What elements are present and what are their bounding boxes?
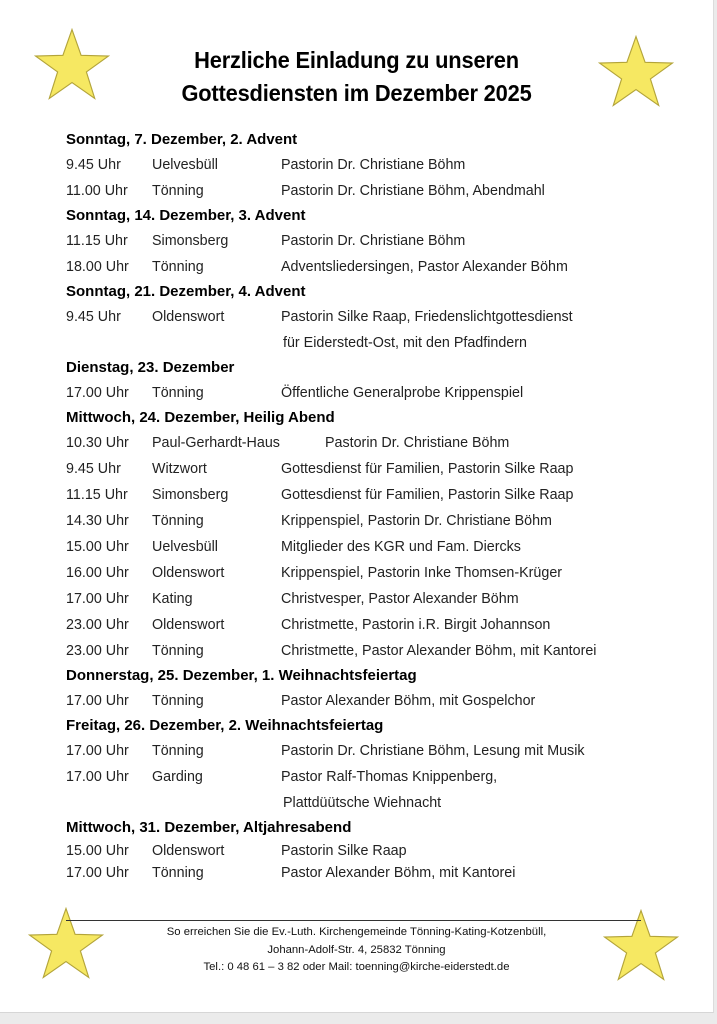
page-title bbox=[0, 44, 713, 110]
service-description-continued: Plattdüütsche Wiehnacht bbox=[283, 795, 442, 811]
service-description: Pastorin Dr. Christiane Böhm bbox=[281, 233, 466, 249]
service-place: Tönning bbox=[152, 865, 204, 881]
service-description: Pastorin Dr. Christiane Böhm, Abendmahl bbox=[281, 183, 545, 199]
service-description: Mitglieder des KGR und Fam. Diercks bbox=[281, 539, 521, 555]
service-row bbox=[66, 688, 666, 714]
service-row bbox=[66, 456, 666, 482]
day-heading: Mittwoch, 31. Dezember, Altjahresabend bbox=[66, 819, 352, 836]
day-heading: Sonntag, 21. Dezember, 4. Advent bbox=[66, 283, 306, 300]
service-place: Witzwort bbox=[152, 461, 207, 477]
service-description: Christvesper, Pastor Alexander Böhm bbox=[281, 591, 519, 607]
service-place: Tönning bbox=[152, 513, 204, 529]
service-place: Tönning bbox=[152, 259, 204, 275]
service-description: Adventsliedersingen, Pastor Alexander Böhm bbox=[281, 259, 568, 275]
service-place: Oldenswort bbox=[152, 843, 225, 859]
service-place: Simonsberg bbox=[152, 487, 229, 503]
service-row-continuation bbox=[66, 330, 666, 356]
service-row bbox=[66, 304, 666, 330]
day-heading: Freitag, 26. Dezember, 2. Weihnachtsfeiertag bbox=[66, 717, 384, 734]
service-description: Öffentliche Generalprobe Krippenspiel bbox=[281, 385, 524, 401]
title-line-2: Gottesdiensten im Dezember 2025 bbox=[181, 80, 532, 106]
service-row-continuation bbox=[66, 790, 666, 816]
service-description: Pastorin Silke Raap, Friedenslichtgottesdienst bbox=[281, 309, 573, 325]
service-time: 14.30 Uhr bbox=[66, 513, 129, 529]
service-time: 15.00 Uhr bbox=[66, 843, 129, 859]
service-place: Oldenswort bbox=[152, 617, 225, 633]
contact-footer bbox=[0, 924, 713, 977]
service-description: Pastor Ralf-Thomas Knippenberg, bbox=[281, 769, 498, 785]
service-row bbox=[66, 534, 666, 560]
service-row bbox=[66, 560, 666, 586]
service-place: Paul-Gerhardt-Haus bbox=[152, 435, 280, 451]
service-place: Uelvesbüll bbox=[152, 157, 218, 173]
service-description: Christmette, Pastor Alexander Böhm, mit Kantorei bbox=[281, 643, 597, 659]
service-time: 18.00 Uhr bbox=[66, 259, 129, 275]
service-description: Pastorin Silke Raap bbox=[281, 843, 407, 859]
service-row bbox=[66, 862, 666, 884]
service-time: 17.00 Uhr bbox=[66, 385, 129, 401]
service-description: Christmette, Pastorin i.R. Birgit Johannson bbox=[281, 617, 551, 633]
service-place: Tönning bbox=[152, 643, 204, 659]
footer-line-1: So erreichen Sie die Ev.-Luth. Kirchengemeinde Tönning-Kating-Kotzenbüll, bbox=[166, 926, 547, 938]
service-place: Garding bbox=[152, 769, 203, 785]
service-place: Oldenswort bbox=[152, 309, 225, 325]
service-row bbox=[66, 482, 666, 508]
service-time: 16.00 Uhr bbox=[66, 565, 129, 581]
service-row bbox=[66, 586, 666, 612]
service-description: Pastorin Dr. Christiane Böhm bbox=[325, 435, 510, 451]
service-time: 9.45 Uhr bbox=[66, 157, 121, 173]
service-row bbox=[66, 638, 666, 664]
service-place: Tönning bbox=[152, 385, 204, 401]
service-time: 9.45 Uhr bbox=[66, 461, 121, 477]
service-description: Pastorin Dr. Christiane Böhm bbox=[281, 157, 466, 173]
service-description: Pastor Alexander Böhm, mit Kantorei bbox=[281, 865, 516, 881]
service-row bbox=[66, 612, 666, 638]
service-place: Simonsberg bbox=[152, 233, 229, 249]
service-place: Tönning bbox=[152, 743, 204, 759]
service-description: Pastor Alexander Böhm, mit Gospelchor bbox=[281, 693, 536, 709]
day-heading: Dienstag, 23. Dezember bbox=[66, 359, 235, 376]
service-row bbox=[66, 228, 666, 254]
service-time: 9.45 Uhr bbox=[66, 309, 121, 325]
service-row bbox=[66, 764, 666, 790]
service-time: 17.00 Uhr bbox=[66, 693, 129, 709]
footer-line-3: Tel.: 0 48 61 – 3 82 oder Mail: toenning@kirche-eiderstedt.de bbox=[203, 961, 510, 973]
service-time: 17.00 Uhr bbox=[66, 591, 129, 607]
service-description: Gottesdienst für Familien, Pastorin Silke Raap bbox=[281, 487, 574, 503]
service-place: Uelvesbüll bbox=[152, 539, 218, 555]
service-time: 23.00 Uhr bbox=[66, 617, 129, 633]
service-time: 17.00 Uhr bbox=[66, 769, 129, 785]
service-time: 10.30 Uhr bbox=[66, 435, 129, 451]
day-heading: Donnerstag, 25. Dezember, 1. Weihnachtsfeiertag bbox=[66, 667, 417, 684]
service-time: 11.15 Uhr bbox=[66, 487, 128, 503]
service-time: 11.15 Uhr bbox=[66, 233, 128, 249]
service-description: Pastorin Dr. Christiane Böhm, Lesung mit Musik bbox=[281, 743, 585, 759]
footer-line-2: Johann-Adolf-Str. 4, 25832 Tönning bbox=[267, 943, 446, 956]
service-time: 23.00 Uhr bbox=[66, 643, 129, 659]
service-time: 11.00 Uhr bbox=[66, 183, 128, 199]
service-row bbox=[66, 840, 666, 862]
service-time: 17.00 Uhr bbox=[66, 743, 129, 759]
service-time: 17.00 Uhr bbox=[66, 865, 129, 881]
service-row bbox=[66, 738, 666, 764]
day-heading: Mittwoch, 24. Dezember, Heilig Abend bbox=[66, 409, 335, 426]
service-row bbox=[66, 254, 666, 280]
service-place: Tönning bbox=[152, 693, 204, 709]
service-row bbox=[66, 152, 666, 178]
service-row bbox=[66, 508, 666, 534]
service-place: Kating bbox=[152, 591, 193, 607]
service-description: Krippenspiel, Pastorin Inke Thomsen-Krüger bbox=[281, 565, 563, 581]
service-row bbox=[66, 430, 666, 456]
service-place: Tönning bbox=[152, 183, 204, 199]
service-schedule bbox=[66, 128, 666, 884]
service-time: 15.00 Uhr bbox=[66, 539, 129, 555]
title-line-1: Herzliche Einladung zu unseren bbox=[194, 47, 519, 73]
day-heading: Sonntag, 14. Dezember, 3. Advent bbox=[66, 207, 306, 224]
footer-divider bbox=[66, 920, 641, 921]
service-row bbox=[66, 178, 666, 204]
service-description-continued: für Eiderstedt-Ost, mit den Pfadfindern bbox=[283, 335, 527, 351]
service-description: Krippenspiel, Pastorin Dr. Christiane Böhm bbox=[281, 513, 552, 529]
day-heading: Sonntag, 7. Dezember, 2. Advent bbox=[66, 131, 298, 148]
service-place: Oldenswort bbox=[152, 565, 225, 581]
service-row bbox=[66, 380, 666, 406]
service-description: Gottesdienst für Familien, Pastorin Silke Raap bbox=[281, 461, 574, 477]
